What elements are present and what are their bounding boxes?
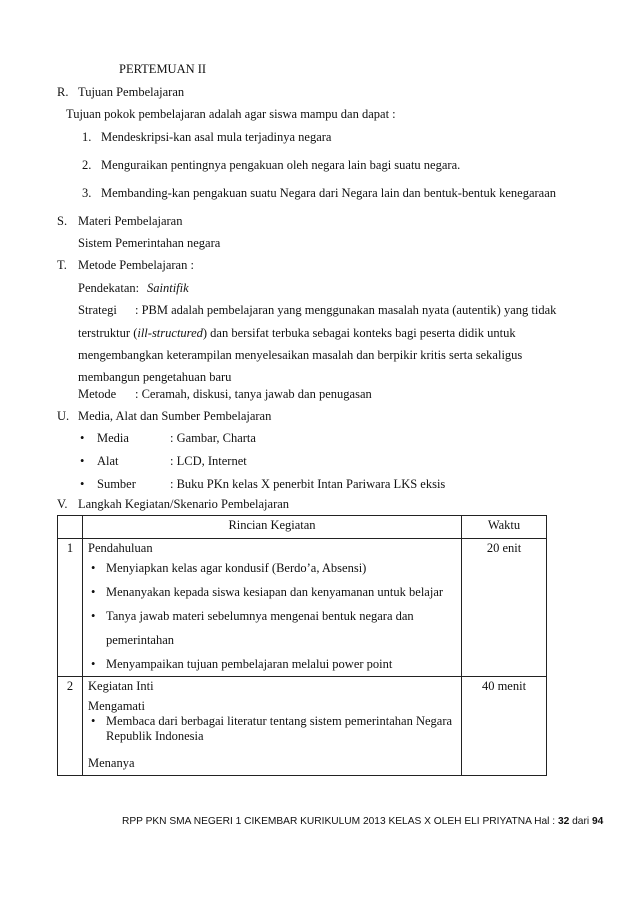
skenario-table	[57, 515, 547, 776]
row-number: 2	[58, 677, 83, 776]
list-number: 1.	[82, 130, 92, 144]
list-item	[88, 609, 456, 648]
table-row	[58, 539, 547, 677]
metode-value: : Ceramah, diskusi, tanya jawab dan penugasan	[135, 387, 372, 401]
pendekatan-value: Saintifik	[147, 281, 189, 295]
strategi-italic: ill-structured	[137, 326, 203, 340]
table-header-row	[58, 516, 547, 539]
header-kegiatan: Rincian Kegiatan	[83, 516, 462, 539]
bullet-icon: •	[80, 431, 85, 445]
list-item: • Menanyakan kepada siswa kesiapan dan kenyamanan untuk belajar	[88, 585, 456, 600]
row-title: Kegiatan Inti	[88, 679, 154, 693]
pertemuan-heading: PERTEMUAN II	[119, 62, 207, 76]
bullet-icon: •	[80, 454, 85, 468]
page-number: 32	[557, 816, 570, 827]
section-v-letter: V.	[57, 497, 68, 511]
list-item: Menguraikan pentingnya pengakuan oleh negara lain bagi suatu negara.	[101, 158, 461, 172]
section-u-letter: U.	[57, 409, 70, 423]
page-total: 94	[591, 816, 604, 827]
strategi-line: mengembangkan keterampilan menyelesaikan masalah dan berpikir kritis serta sekaligus	[78, 348, 523, 362]
sub-heading: Menanya	[88, 756, 135, 770]
section-r-intro: Tujuan pokok pembelajaran adalah agar siswa mampu dan dapat :	[66, 107, 396, 121]
list-item	[88, 714, 456, 744]
section-s-content: Sistem Pemerintahan negara	[78, 236, 221, 250]
list-item-line: pemerintahan	[106, 633, 175, 647]
section-r-letter: R.	[57, 85, 69, 99]
footer-text: RPP PKN SMA NEGERI 1 CIKEMBAR KURIKULUM 2013 KELAS X OLEH ELI PRIYATNA Hal :	[122, 816, 558, 827]
alat-value: : LCD, Internet	[170, 454, 247, 468]
section-s-title: Materi Pembelajaran	[78, 214, 183, 228]
page-footer	[122, 816, 603, 827]
pendekatan-label: Pendekatan:	[78, 281, 140, 295]
footer-separator: dari	[569, 816, 592, 827]
bullet-icon: •	[80, 477, 85, 491]
media-label: Media	[97, 431, 129, 445]
list-item-line: Republik Indonesia	[106, 729, 204, 743]
sumber-value: : Buku PKn kelas X penerbit Intan Pariwara LKS eksis	[170, 477, 446, 491]
section-v-title: Langkah Kegiatan/Skenario Pembelajaran	[78, 497, 290, 511]
list-item: • Menyiapkan kelas agar kondusif (Berdo’a, Absensi)	[88, 561, 456, 576]
metode-label: Metode	[78, 387, 117, 401]
alat-label: Alat	[97, 454, 119, 468]
row-waktu: 20 enit	[462, 539, 547, 677]
list-number: 2.	[82, 158, 92, 172]
row-number: 1	[58, 539, 83, 677]
section-s-letter: S.	[57, 214, 68, 228]
list-item-line: • Tanya jawab materi sebelumnya mengenai bentuk negara dan	[106, 609, 414, 623]
list-item: Mendeskripsi-kan asal mula terjadinya negara	[101, 130, 332, 144]
table-row	[58, 677, 547, 776]
media-value: : Gambar, Charta	[170, 431, 256, 445]
section-t-title: Metode Pembelajaran :	[78, 258, 194, 272]
strategi-label: Strategi	[78, 303, 117, 317]
list-number: 3.	[82, 186, 92, 200]
list-item: • Menyampaikan tujuan pembelajaran melalui power point	[88, 657, 456, 672]
section-u-title: Media, Alat dan Sumber Pembelajaran	[78, 409, 272, 423]
activity-list	[88, 714, 456, 744]
strategi-text: ) dan bersifat terbuka sebagai konteks bagi peserta didik untuk	[202, 326, 516, 340]
sumber-label: Sumber	[97, 477, 136, 491]
list-item-line: • Membaca dari berbagai literatur tentang sistem pemerintahan Negara	[106, 714, 453, 728]
strategi-line	[78, 326, 516, 341]
strategi-line: : PBM adalah pembelajaran yang menggunakan masalah nyata (autentik) yang tidak	[135, 303, 557, 317]
table-cell	[58, 516, 83, 539]
strategi-text: terstruktur (	[78, 326, 138, 340]
strategi-line: membangun pengetahuan baru	[78, 370, 232, 384]
row-content	[83, 677, 462, 776]
list-item: Membanding-kan pengakuan suatu Negara dari Negara lain dan bentuk-bentuk kenegaraan	[101, 186, 557, 200]
activity-list	[88, 561, 456, 672]
header-waktu: Waktu	[462, 516, 547, 539]
sub-heading: Mengamati	[88, 699, 145, 713]
row-content	[83, 539, 462, 677]
row-waktu: 40 menit	[462, 677, 547, 776]
section-t-letter: T.	[57, 258, 67, 272]
row-title: Pendahuluan	[88, 541, 153, 555]
section-r-title: Tujuan Pembelajaran	[78, 85, 185, 99]
